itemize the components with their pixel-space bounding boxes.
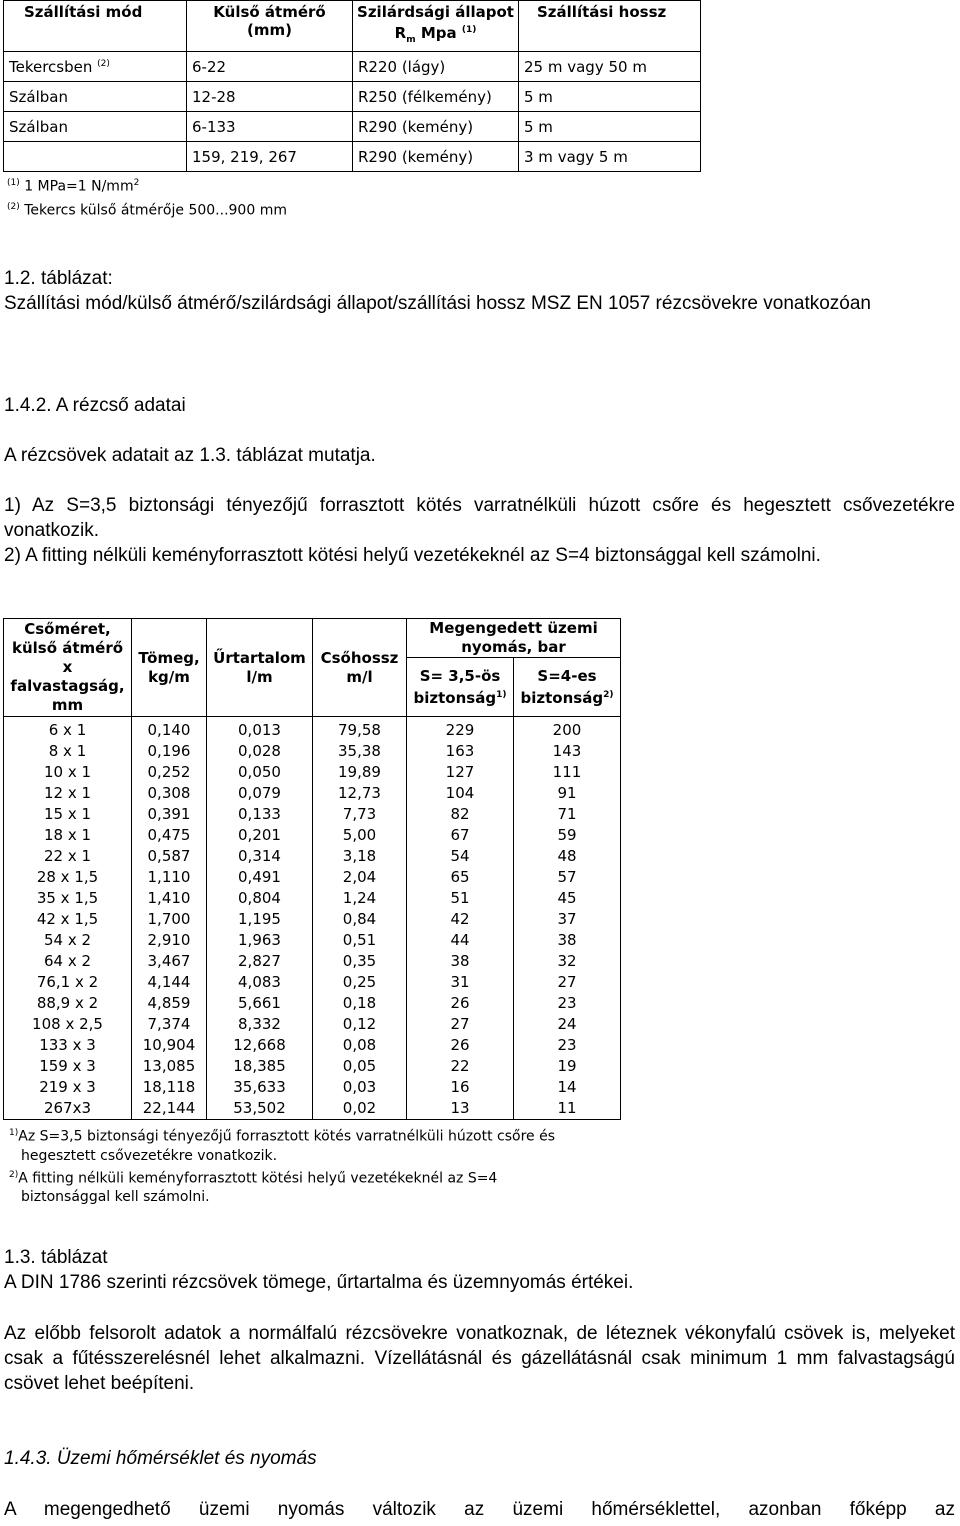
table-cell: 6 x 1 bbox=[4, 717, 132, 742]
table-cell: 42 bbox=[407, 909, 514, 930]
table-row bbox=[4, 717, 621, 742]
paragraph-thin-wall-pipes: Az előbb felsorolt adatok a normálfalú rézcsövekre vonatkoznak, de léteznek vékonyfalú csövek is, melyeket csak a fűtésszerelésnél lehet alkalmazni. Vízellátásnál és gázellátásnál csak minimum 1 mm falvastagságú csövet lehet beépíteni. bbox=[4, 1323, 955, 1394]
table-cell: 267x3 bbox=[4, 1098, 132, 1120]
table-cell: 111 bbox=[514, 762, 621, 783]
table-cell: 27 bbox=[407, 1014, 514, 1035]
table-cell: 12,668 bbox=[207, 1035, 313, 1056]
footnote: $^{(2)}$ Tekercs külső átmérője 500...900 mm bbox=[7, 201, 287, 219]
header-delivery-mode: Szállítási mód bbox=[4, 1, 187, 52]
table-cell: 0,013 bbox=[207, 717, 313, 742]
table-row bbox=[4, 825, 621, 846]
table-cell: 24 bbox=[514, 1014, 621, 1035]
delivery-table-header bbox=[4, 1, 701, 52]
table-cell: 219 x 3 bbox=[4, 1077, 132, 1098]
header-volume: Űrtartalom l/m bbox=[207, 619, 313, 717]
table-cell: 18,385 bbox=[207, 1056, 313, 1077]
table-row: Szálban 12-28 R250 (félkemény) 5 m bbox=[4, 82, 701, 112]
table-cell: 108 x 2,5 bbox=[4, 1014, 132, 1035]
table-cell: 0,252 bbox=[132, 762, 207, 783]
table-cell: 19,89 bbox=[313, 762, 407, 783]
table-cell: 1,700 bbox=[132, 909, 207, 930]
table-cell: 22,144 bbox=[132, 1098, 207, 1120]
table-cell: 159 x 3 bbox=[4, 1056, 132, 1077]
table-cell: 32 bbox=[514, 951, 621, 972]
table-cell: 31 bbox=[407, 972, 514, 993]
table-cell: 38 bbox=[407, 951, 514, 972]
table-cell: 133 x 3 bbox=[4, 1035, 132, 1056]
table-cell: 0,028 bbox=[207, 741, 313, 762]
header-outer-diameter: Külső átmérő (mm) bbox=[187, 1, 353, 52]
table-cell: 1,24 bbox=[313, 888, 407, 909]
table-cell: 28 x 1,5 bbox=[4, 867, 132, 888]
header-safety-3-5: S= 3,5-ös biztonság$^{1)}$ bbox=[407, 658, 514, 717]
table-cell: 22 bbox=[407, 1056, 514, 1077]
note-text-1: 1) Az S=3,5 biztonsági tényezőjű forrasztott kötés varratnélküli húzott csőre és hegesztett csővezetékre vonatkozik. bbox=[4, 495, 955, 541]
footnote: $^{(1)}$ 1 MPa=1 $N/mm^2$ bbox=[7, 178, 140, 195]
table-row bbox=[4, 1056, 621, 1077]
table-cell: 0,050 bbox=[207, 762, 313, 783]
header-strength-state: Szilárdsági állapot $R_m$ Mpa $^{(1)}$ bbox=[353, 1, 519, 52]
table-cell: 0,35 bbox=[313, 951, 407, 972]
table-cell: 1,410 bbox=[132, 888, 207, 909]
table-cell: 13 bbox=[407, 1098, 514, 1120]
table-cell: 229 bbox=[407, 717, 514, 742]
header-delivery-length: Szállítási hossz bbox=[519, 1, 701, 52]
table-cell: 104 bbox=[407, 783, 514, 804]
table-cell: 0,391 bbox=[132, 804, 207, 825]
table-cell: 38 bbox=[514, 930, 621, 951]
table-cell: 53,502 bbox=[207, 1098, 313, 1120]
table-cell: 23 bbox=[514, 993, 621, 1014]
table-cell: 59 bbox=[514, 825, 621, 846]
table-cell: 10 x 1 bbox=[4, 762, 132, 783]
table-cell: 1,110 bbox=[132, 867, 207, 888]
table-cell: 37 bbox=[514, 909, 621, 930]
table-cell: 0,196 bbox=[132, 741, 207, 762]
table-cell: 11 bbox=[514, 1098, 621, 1120]
table-cell: 54 x 2 bbox=[4, 930, 132, 951]
table-cell: 0,51 bbox=[313, 930, 407, 951]
table-cell: 65 bbox=[407, 867, 514, 888]
table-cell: 44 bbox=[407, 930, 514, 951]
table-cell: 0,491 bbox=[207, 867, 313, 888]
table-cell: 200 bbox=[514, 717, 621, 742]
table-row bbox=[4, 951, 621, 972]
table-cell: 1,195 bbox=[207, 909, 313, 930]
table-cell: 0,12 bbox=[313, 1014, 407, 1035]
table-cell: 5,00 bbox=[313, 825, 407, 846]
table-cell: 0,079 bbox=[207, 783, 313, 804]
table-cell: 3,467 bbox=[132, 951, 207, 972]
table-cell: 18 x 1 bbox=[4, 825, 132, 846]
table-cell: 8,332 bbox=[207, 1014, 313, 1035]
table-cell: 48 bbox=[514, 846, 621, 867]
table-cell: 82 bbox=[407, 804, 514, 825]
header-allowed-pressure: Megengedett üzemi nyomás, bar bbox=[407, 619, 621, 658]
table-cell: 5,661 bbox=[207, 993, 313, 1014]
paragraph-operating-pressure: A megengedhető üzemi nyomás változik az üzemi hőmérséklettel, azonban főképp az bbox=[4, 1499, 955, 1520]
table-row bbox=[4, 846, 621, 867]
table-cell: 64 x 2 bbox=[4, 951, 132, 972]
table-cell: 35,633 bbox=[207, 1077, 313, 1098]
header-pipe-length: Csőhossz m/l bbox=[313, 619, 407, 717]
table-cell: 26 bbox=[407, 993, 514, 1014]
delivery-table bbox=[3, 0, 701, 172]
table-row bbox=[4, 804, 621, 825]
table-cell: 0,25 bbox=[313, 972, 407, 993]
table-cell: 42 x 1,5 bbox=[4, 909, 132, 930]
note-text-2: 2) A fitting nélküli keményforrasztott kötési helyű vezetékeknél az S=4 biztonsággal kell számolni. bbox=[4, 545, 821, 566]
table-cell: 10,904 bbox=[132, 1035, 207, 1056]
table-cell: 143 bbox=[514, 741, 621, 762]
table-cell: 4,144 bbox=[132, 972, 207, 993]
table-row: 159, 219, 267 R290 (kemény) 3 m vagy 5 m bbox=[4, 142, 701, 172]
table-cell: 0,02 bbox=[313, 1098, 407, 1120]
footnote: $^{1)}$Az S=3,5 biztonsági tényezőjű forrasztott kötés varratnélküli húzott csőre és bbox=[9, 1128, 556, 1145]
table-cell: 12 x 1 bbox=[4, 783, 132, 804]
table-row bbox=[4, 783, 621, 804]
table-row bbox=[4, 930, 621, 951]
table-cell: 1,963 bbox=[207, 930, 313, 951]
table-cell: 76,1 x 2 bbox=[4, 972, 132, 993]
table-cell: 71 bbox=[514, 804, 621, 825]
table-cell: 23 bbox=[514, 1035, 621, 1056]
table-cell: 0,308 bbox=[132, 783, 207, 804]
table-cell: 163 bbox=[407, 741, 514, 762]
table-cell: 2,827 bbox=[207, 951, 313, 972]
table-cell: 91 bbox=[514, 783, 621, 804]
table-cell: 51 bbox=[407, 888, 514, 909]
table-cell: 4,859 bbox=[132, 993, 207, 1014]
table-cell: 45 bbox=[514, 888, 621, 909]
table-row bbox=[4, 867, 621, 888]
table-cell: 54 bbox=[407, 846, 514, 867]
intro-text: A rézcsövek adatait az 1.3. táblázat mutatja. bbox=[4, 445, 376, 466]
table-cell: 0,314 bbox=[207, 846, 313, 867]
caption-table-1-3: 1.3. táblázat A DIN 1786 szerinti rézcsövek tömege, űrtartalma és üzemnyomás értékei. bbox=[4, 1247, 634, 1293]
table-cell: 0,05 bbox=[313, 1056, 407, 1077]
table-row bbox=[4, 762, 621, 783]
table-cell: 0,08 bbox=[313, 1035, 407, 1056]
delivery-table-notes bbox=[7, 173, 287, 220]
header-mass: Tömeg, kg/m bbox=[132, 619, 207, 717]
caption-table-1-2: 1.2. táblázat: Szállítási mód/külső átmérő/szilárdsági állapot/szállítási hossz MSZ EN 1057 rézcsövekre vonatkozóan bbox=[4, 268, 871, 314]
table-cell: 7,73 bbox=[313, 804, 407, 825]
footnote: $^{2)}$A fitting nélküli keményforrasztott kötési helyű vezetékeknél az S=4 bbox=[9, 1169, 498, 1187]
table-cell: 4,083 bbox=[207, 972, 313, 993]
table-cell: 79,58 bbox=[313, 717, 407, 742]
table-row: Tekercsben $^{(2)}$ 6-22 R220 (lágy) 25 m vagy 50 m bbox=[4, 52, 701, 82]
header-safety-4: S=4-es biztonság$^{2)}$ bbox=[514, 658, 621, 717]
table-cell: 27 bbox=[514, 972, 621, 993]
table-cell: 35,38 bbox=[313, 741, 407, 762]
table-row bbox=[4, 972, 621, 993]
section-heading-1-4-3: 1.4.3. Üzemi hőmérséklet és nyomás bbox=[4, 1448, 317, 1469]
table-row bbox=[4, 1098, 621, 1120]
table-cell: 35 x 1,5 bbox=[4, 888, 132, 909]
table-cell: 2,910 bbox=[132, 930, 207, 951]
table-cell: 15 x 1 bbox=[4, 804, 132, 825]
table-cell: 67 bbox=[407, 825, 514, 846]
table-row: Szálban 6-133 R290 (kemény) 5 m bbox=[4, 112, 701, 142]
copper-pipe-table-body bbox=[4, 717, 621, 1120]
header-pipe-size: Csőméret, külső átmérő x falvastagság, mm bbox=[4, 619, 132, 717]
table-row bbox=[4, 909, 621, 930]
table-cell: 14 bbox=[514, 1077, 621, 1098]
table-row bbox=[4, 1014, 621, 1035]
table-cell: 13,085 bbox=[132, 1056, 207, 1077]
table-row bbox=[4, 888, 621, 909]
table-cell: 127 bbox=[407, 762, 514, 783]
table-row bbox=[4, 1077, 621, 1098]
table-cell: 0,475 bbox=[132, 825, 207, 846]
table-cell: 0,140 bbox=[132, 717, 207, 742]
table-cell: 22 x 1 bbox=[4, 846, 132, 867]
table-cell: 8 x 1 bbox=[4, 741, 132, 762]
table-header-row bbox=[4, 619, 621, 658]
table-cell: 16 bbox=[407, 1077, 514, 1098]
table-cell: 0,133 bbox=[207, 804, 313, 825]
table-cell: 19 bbox=[514, 1056, 621, 1077]
table-cell: 0,587 bbox=[132, 846, 207, 867]
table-cell: 3,18 bbox=[313, 846, 407, 867]
copper-pipe-data-table bbox=[3, 618, 621, 1120]
table-cell: 7,374 bbox=[132, 1014, 207, 1035]
table-row bbox=[4, 741, 621, 762]
section-heading-1-4-2: 1.4.2. A rézcső adatai bbox=[4, 395, 186, 416]
table-cell: 2,04 bbox=[313, 867, 407, 888]
table-cell: 88,9 x 2 bbox=[4, 993, 132, 1014]
table-cell: 0,804 bbox=[207, 888, 313, 909]
table-cell: 0,03 bbox=[313, 1077, 407, 1098]
table-cell: 12,73 bbox=[313, 783, 407, 804]
table-cell: 0,18 bbox=[313, 993, 407, 1014]
copper-pipe-table-notes bbox=[9, 1124, 609, 1207]
table-cell: 26 bbox=[407, 1035, 514, 1056]
table-cell: 18,118 bbox=[132, 1077, 207, 1098]
footnote-continuation: hegesztett csővezetékre vonatkozik. bbox=[21, 1147, 278, 1164]
table-row bbox=[4, 993, 621, 1014]
table-row bbox=[4, 1035, 621, 1056]
footnote-continuation: biztonsággal kell számolni. bbox=[21, 1189, 210, 1206]
table-cell: 0,201 bbox=[207, 825, 313, 846]
table-cell: 0,84 bbox=[313, 909, 407, 930]
table-cell: 57 bbox=[514, 867, 621, 888]
